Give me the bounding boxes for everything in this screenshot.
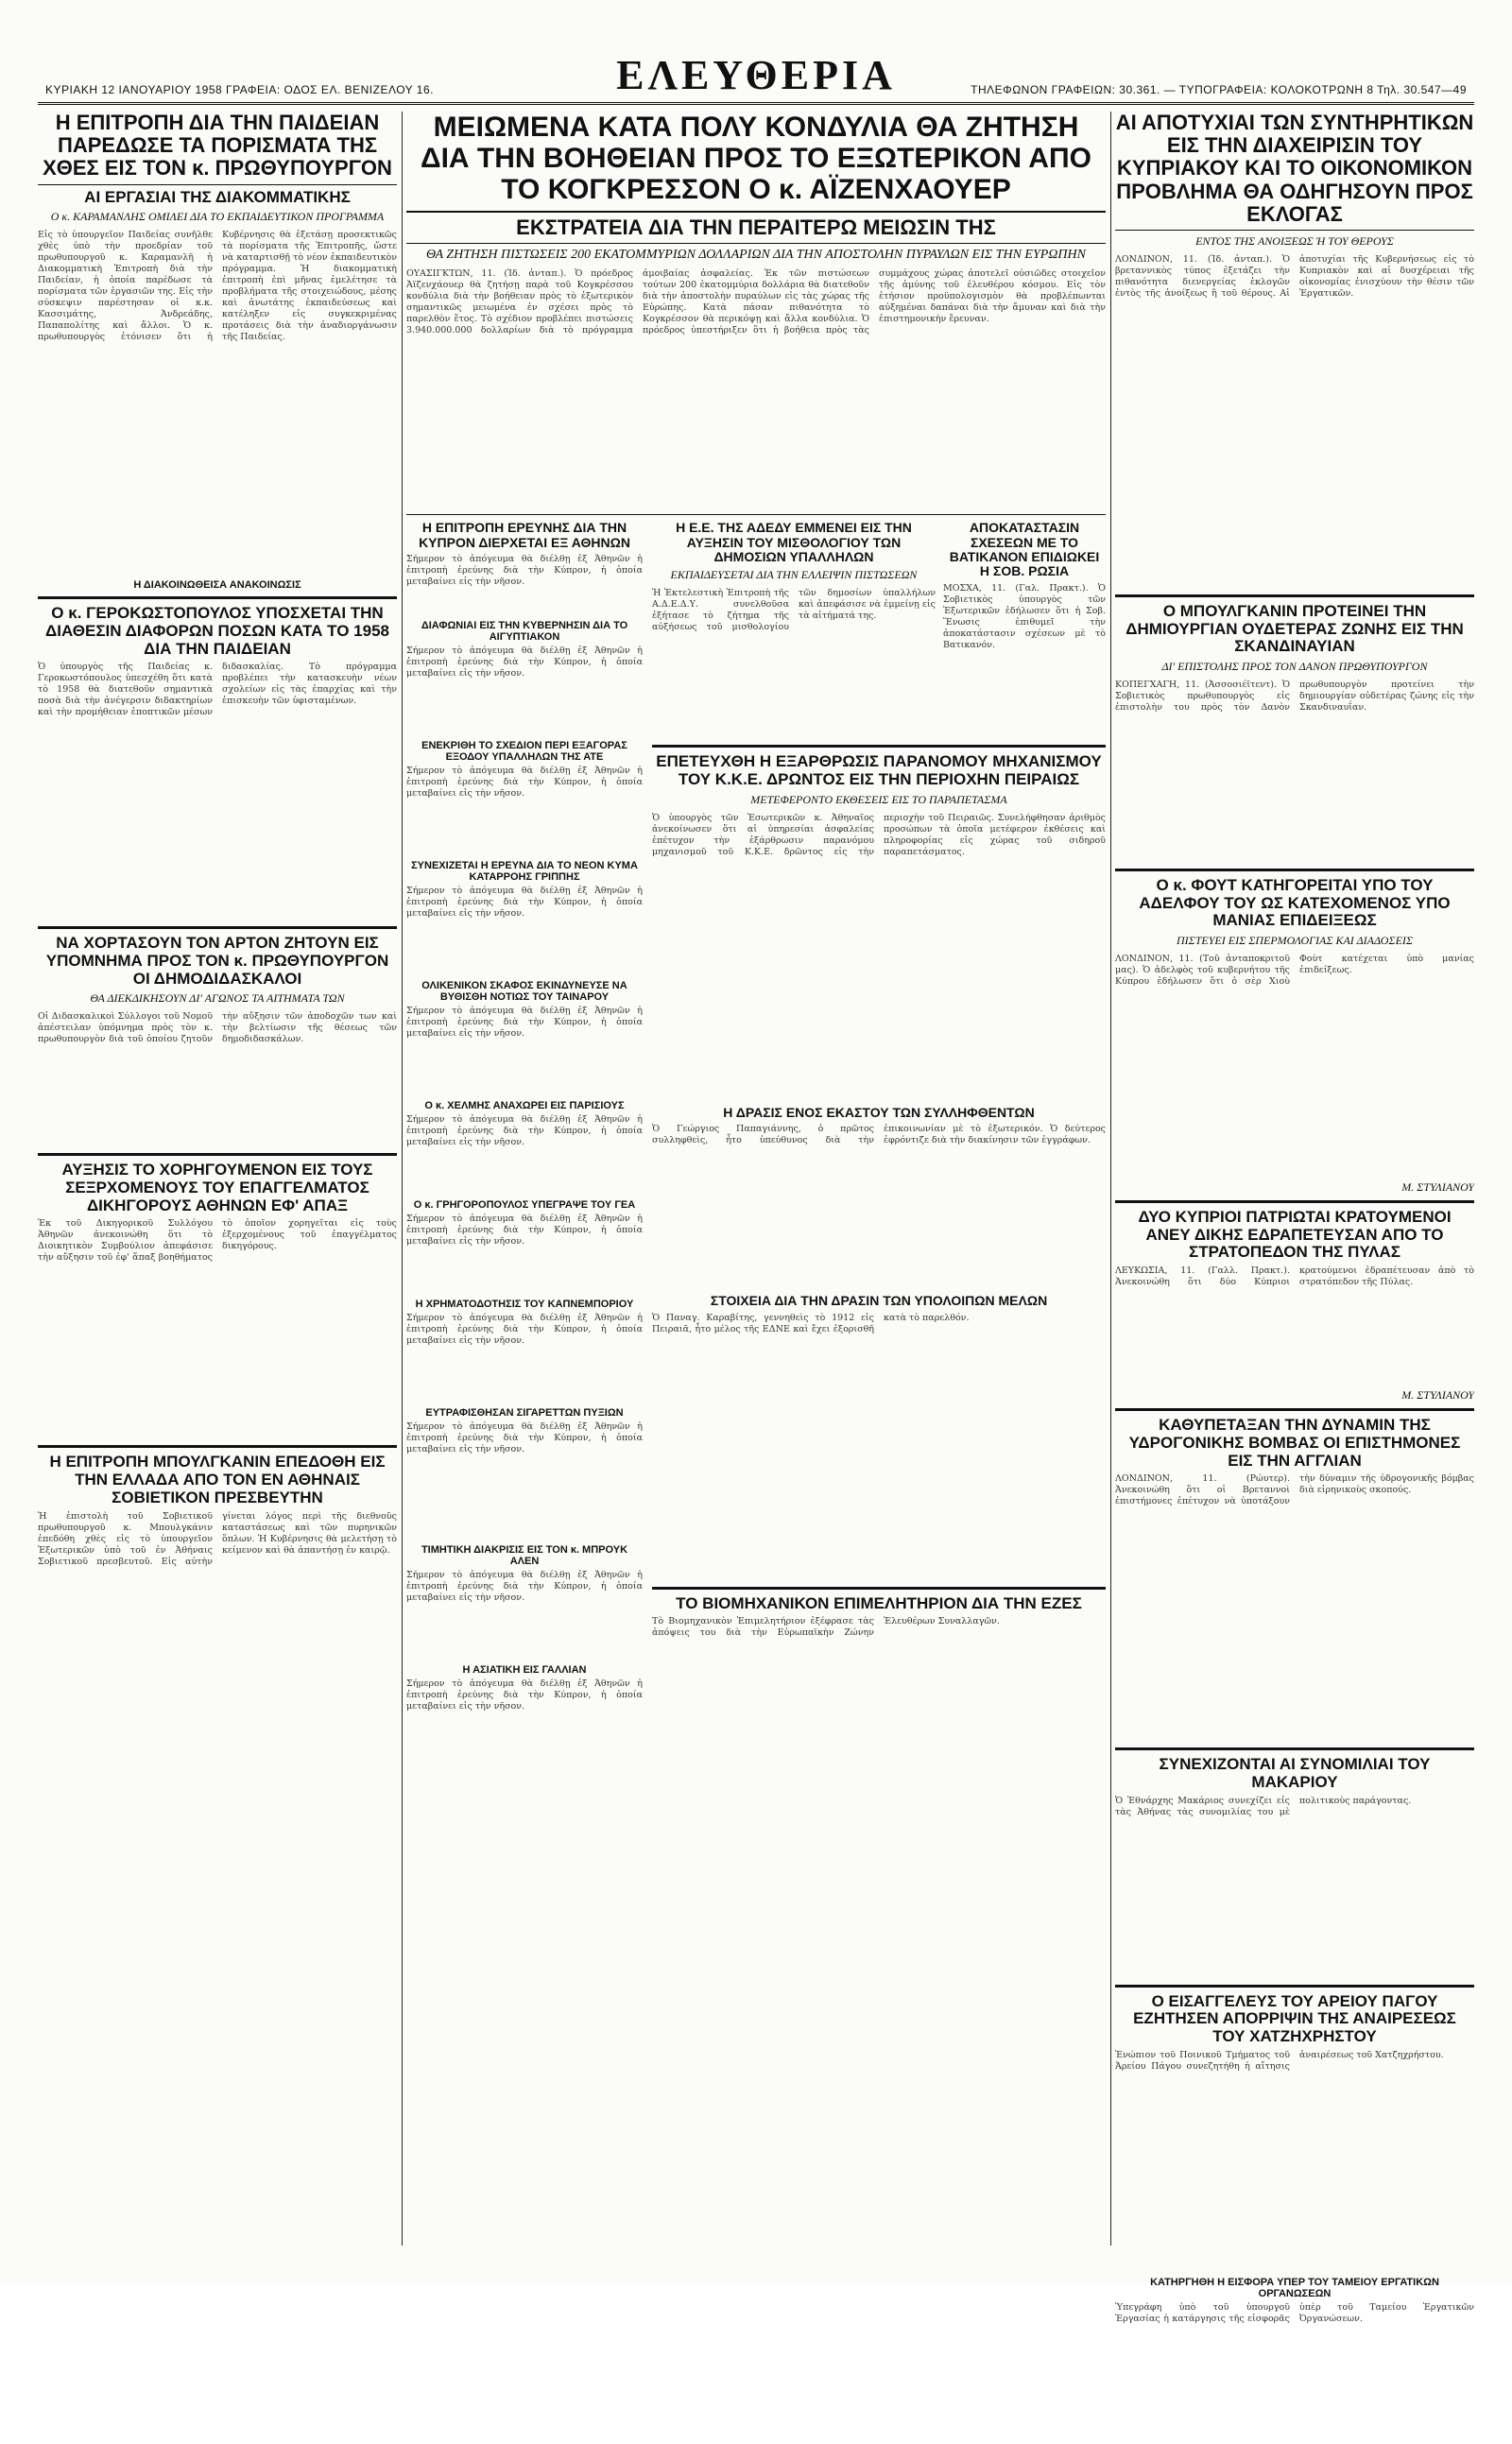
kicker-elections: ΕΝΤΟΣ ΤΗΣ ΑΝΟΙΞΕΩΣ Ή ΤΟΥ ΘΕΡΟΥΣ: [1195, 233, 1394, 248]
article-body: Σήμερον τὸ ἀπόγευμα θὰ διέλθῃ ἐξ Ἀθηνῶν ἡ ἐπιτροπὴ ἐρεύνης διὰ τὴν Κύπρον, ἡ ὁποία μεταβαίνει εἰς τὴν νῆσον.: [406, 1569, 643, 1603]
headline-makarios: ΣΥΝΕΧΙΖΟΝΤΑΙ ΑΙ ΣΥΝΟΜΙΛΙΑΙ ΤΟΥ ΜΑΚΑΡΙΟΥ: [1159, 1755, 1431, 1791]
masthead-phone: ΤΗΛΕΦΩΝΟΝ ΓΡΑΦΕΙΩΝ: 30.361. — ΤΥΠΟΓΡΑΦΕΙΑ: ΚΟΛΟΚΟΤΡΩΝΗ 8 Τηλ. 30.547—49: [971, 83, 1467, 96]
article-body: ΛΟΝΔΙΝΟΝ, 11. (Ἰδ. ἀνταπ.). Ὁ βρεταννικὸς τύπος ἐξετάζει τὴν πιθανότητα διενεργείας ἐκλογῶν ἐντὸς τῆς ἀνοίξεως ἢ τοῦ θέρους. Αἱ ἀποτυχίαι τῆς Κυβερνήσεως εἰς τὸ Κυπριακὸν καὶ αἱ δυσχέρειαι τῆς οἰκονομίας ἐνισχύουν τὴν θέσιν τῶν Ἐργατικῶν.: [1115, 253, 1474, 299]
brief-head: Η ΑΣΙΑΤΙΚΗ ΕΙΣ ΓΑΛΛΙΑΝ: [462, 1663, 587, 1676]
article-body: ΛΕΥΚΩΣΙΑ, 11. (Γαλλ. Πρακτ.). Ἀνεκοινώθη ὅτι δύο Κύπριοι κρατούμενοι ἐδραπέτευσαν ἀπὸ τὸ στρατόπεδον τῆς Πύλας.: [1115, 1265, 1474, 1288]
article-body: ΛΟΝΔΙΝΟΝ, 11. (Ρώυτερ). Ἀνεκοινώθη ὅτι οἱ Βρεταννοὶ ἐπιστήμονες ἐπέτυχον νὰ ὑποτάξουν τὴν δύναμιν τῆς ὑδρογονικῆς βόμβας διὰ εἰρηνικοὺς σκοπούς.: [1115, 1473, 1474, 1507]
headline-gerokostopoulos: Ο κ. ΓΕΡΟΚΩΣΤΟΠΟΥΛΟΣ ΥΠΟΣΧΕΤΑΙ ΤΗΝ ΔΙΑΘΕΣΙΝ ΔΙΑΦΟΡΩΝ ΠΟΣΩΝ ΚΑΤΑ ΤΟ 1958 ΔΙΑ ΤΗΝ ΠΑΙΔΕΙΑΝ: [45, 604, 389, 658]
box-head: Η ΔΙΑΚΟΙΝΩΘΕΙΣΑ ΑΝΑΚΟΙΝΩΣΙΣ: [133, 579, 301, 592]
brief-head: ΔΙΑΦΩΝΙΑΙ ΕΙΣ ΤΗΝ ΚΥΒΕΡΝΗΣΙΝ ΔΙΑ ΤΟ ΑΙΓΥΠΤΙΑΚΟΝ: [421, 619, 628, 643]
divider: [652, 1587, 1106, 1590]
article-body: Σήμερον τὸ ἀπόγευμα θὰ διέλθῃ ἐξ Ἀθηνῶν ἡ ἐπιτροπὴ ἐρεύνης διὰ τὴν Κύπρον, ἡ ὁποία μεταβαίνει εἰς τὴν νῆσον.: [406, 1213, 643, 1247]
divider: [38, 926, 397, 929]
article-body: Ὁ ὑπουργὸς τῶν Ἐσωτερικῶν κ. Ἀθηναῖος ἀνεκοίνωσεν ὅτι αἱ ὑπηρεσίαι ἀσφαλείας ἐπέτυχον τὴν ἐξάρθρωσιν παρανόμου μηχανισμοῦ τοῦ Κ.Κ.Ε. δρῶντος εἰς τὴν περιοχὴν τοῦ Πειραιῶς. Συνελήφθησαν ἀριθμὸς προσώπων τὰ ὁποῖα μετέφερον ἐκθέσεις καὶ πληροφορίας εἰς χώρας τοῦ σιδηροῦ παραπετάσματος.: [652, 812, 1106, 857]
column-rule: [402, 112, 403, 2246]
divider: [38, 596, 397, 599]
brief-head: Ο κ. ΓΡΗΓΟΡΟΠΟΥΛΟΣ ΥΠΕΓΡΑΨΕ ΤΟΥ ΓΕΑ: [413, 1198, 636, 1211]
center-right-top: [652, 521, 1106, 739]
column-right: [1115, 112, 1474, 2444]
brief-head-eisfora: ΚΑΤΗΡΓΗΘΗ Η ΕΙΣΦΟΡΑ ΥΠΕΡ ΤΟΥ ΤΑΜΕΙΟΥ ΕΡΓΑΤΙΚΩΝ ΟΡΓΑΝΩΣΕΩΝ: [1150, 2276, 1439, 2299]
divider: [1115, 869, 1474, 871]
divider: [1115, 594, 1474, 597]
divider: [38, 1445, 397, 1448]
column-center: [406, 112, 1106, 1871]
article-body: ΛΟΝΔΙΝΟΝ, 11. (Τοῦ ἀνταποκριτοῦ μας). Ὁ ἀδελφὸς τοῦ κυβερνήτου τῆς Κύπρου ἐδήλωσεν ὅτι ὁ σὲρ Χιοὺ Φοὺτ κατέχεται ὑπὸ μανίας ἐπιδείξεως.: [1115, 954, 1474, 988]
brief-head: ΣΥΝΕΧΙΖΕΤΑΙ Η ΕΡΕΥΝΑ ΔΙΑ ΤΟ ΝΕΟΝ ΚΥΜΑ ΚΑΤΑΡΡΟΗΣ ΓΡΙΠΠΗΣ: [411, 859, 638, 883]
headline-stoixeia: ΣΤΟΙΧΕΙΑ ΔΙΑ ΤΗΝ ΔΡΑΣΙΝ ΤΩΝ ΥΠΟΛΟΙΠΩΝ ΜΕΛΩΝ: [710, 1293, 1048, 1309]
divider: [406, 514, 1106, 515]
vatican-block: [943, 521, 1106, 739]
headline-vatican: ΑΠΟΚΑΤΑΣΤΑΣΙΝ ΣΧΕΣΕΩΝ ΜΕ ΤΟ ΒΑΤΙΚΑΝΟΝ ΕΠΙΔΙΩΚΕΙ Η ΣΟΒ. ΡΩΣΙΑ: [949, 520, 1100, 579]
article-body: Σήμερον τὸ ἀπόγευμα θὰ διέλθῃ ἐξ Ἀθηνῶν ἡ ἐπιτροπὴ ἐρεύνης διὰ τὴν Κύπρον, ἡ ὁποία μεταβαίνει εἰς τὴν νῆσον.: [406, 1420, 643, 1454]
divider: [1115, 1747, 1474, 1750]
article-body: Σήμερον τὸ ἀπόγευμα θὰ διέλθῃ ἐξ Ἀθηνῶν ἡ ἐπιτροπὴ ἐρεύνης διὰ τὴν Κύπρον, ἡ ὁποία μεταβαίνει εἰς τὴν νῆσον.: [406, 1113, 643, 1147]
article-body: Σήμερον τὸ ἀπόγευμα θὰ διέλθῃ ἐξ Ἀθηνῶν ἡ ἐπιτροπὴ ἐρεύνης διὰ τὴν Κύπρον, ἡ ὁποία μεταβαίνει εἰς τὴν νῆσον.: [406, 885, 643, 919]
divider: [1115, 1985, 1474, 1988]
headline-conservatives: ΑΙ ΑΠΟΤΥΧΙΑΙ ΤΩΝ ΣΥΝΤΗΡΗΤΙΚΩΝ ΕΙΣ ΤΗΝ ΔΙΑΧΕΙΡΙΣΙΝ ΤΟΥ ΚΥΠΡΙΑΚΟΥ ΚΑΙ ΤΟ ΟΙΚΟΝΟΜΙΚΟΝ ΠΡΟΒΛΗΜΑ ΘΑ ΟΔΗΓΗΣΟΥΝ ΠΡΟΣ ΕΚΛΟΓΑΣ: [1115, 112, 1474, 231]
kicker-karamanlis: Ο κ. ΚΑΡΑΜΑΝΛΗΣ ΟΜΙΛΕΙ ΔΙΑ ΤΟ ΕΚΠΑΙΔΕΥΤΙΚΟΝ ΠΡΟΓΡΑΜΜΑ: [50, 210, 385, 224]
article-body: Ὁ Ἐθνάρχης Μακάριος συνεχίζει εἰς τὰς Ἀθήνας τὰς συνομιλίας του μὲ πολιτικοὺς παράγοντας.: [1115, 1795, 1412, 1817]
article-body: Σήμερον τὸ ἀπόγευμα θὰ διέλθῃ ἐξ Ἀθηνῶν ἡ ἐπιτροπὴ ἐρεύνης διὰ τὴν Κύπρον, ἡ ὁποία μεταβαίνει εἰς τὴν νῆσον.: [406, 1678, 643, 1712]
article-body: Ὁ ὑπουργὸς τῆς Παιδείας κ. Γεροκωστόπουλος ὑπεσχέθη ὅτι κατὰ τὸ 1958 θὰ διατεθοῦν σημαντικὰ ποσὰ διὰ τὴν ἀνέγερσιν διδακτηρίων καὶ τὴν προμήθειαν ἐποπτικῶν μέσων διδασκαλίας. Τὸ πρόγραμμα προβλέπει τὴν κατασκευὴν νέων σχολείων εἰς τὰς ἐπαρχίας καὶ τὴν ἐπισκευὴν τῶν ὑφισταμένων.: [38, 662, 397, 718]
kicker-dimodidaskaloi: ΘΑ ΔΙΕΚΔΙΚΗΣΟΥΝ ΔΙ' ΑΓΩΝΟΣ ΤΑ ΑΙΤΗΜΑΤΑ ΤΩΝ: [90, 991, 345, 1006]
headline-viomichaniko: ΤΟ ΒΙΟΜΗΧΑΝΙΚΟΝ ΕΠΙΜΕΛΗΤΗΡΙΟΝ ΔΙΑ ΤΗΝ ΕΖΕΣ: [676, 1593, 1082, 1612]
article-body: Σήμερον τὸ ἀπόγευμα θὰ διέλθῃ ἐξ Ἀθηνῶν ἡ ἐπιτροπὴ ἐρεύνης διὰ τὴν Κύπρον, ἡ ὁποία μεταβαίνει εἰς τὴν νῆσον.: [406, 1312, 643, 1346]
subhead-diakommatikis: ΑΙ ΕΡΓΑΣΙΑΙ ΤΗΣ ΔΙΑΚΟΜΜΑΤΙΚΗΣ: [84, 187, 351, 206]
article-body: ΚΟΠΕΓΧΑΓΗ, 11. (Ἀσσοσιέϊτεντ). Ὁ Σοβιετικὸς πρωθυπουργὸς εἰς ἐπιστολὴν του πρὸς τὸν Δανὸν πρωθυπουργὸν προτείνει τὴν δημιουργίαν οὐδετέρας ζώνης εἰς τὴν Σκανδιναυΐαν.: [1115, 680, 1474, 713]
kicker-kke: ΜΕΤΕΦΕΡΟΝΤΟ ΕΚΘΕΣΕΙΣ ΕΙΣ ΤΟ ΠΑΡΑΠΕΤΑΣΜΑ: [750, 792, 1007, 806]
headline-paideia: Η ΕΠΙΤΡΟΠΗ ΔΙΑ ΤΗΝ ΠΑΙΔΕΙΑΝ ΠΑΡΕΔΩΣΕ ΤΑ ΠΟΡΙΣΜΑΤΑ ΤΗΣ ΧΘΕΣ ΕΙΣ ΤΟΝ κ. ΠΡΩΘΥΠΟΥΡΓΟΝ: [38, 112, 397, 185]
center-left-column: [406, 521, 643, 1871]
lead-kicker: ΘΑ ΖΗΤΗΣΗ ΠΙΣΤΩΣΕΙΣ 200 ΕΚΑΤΟΜΜΥΡΙΩΝ ΔΟΛΛΑΡΙΩΝ ΔΙΑ ΤΗΝ ΑΠΟΣΤΟΛΗΝ ΠΥΡΑΥΛΩΝ ΕΙΣ ΤΗΝ ΕΥΡΩΠΗΝ: [426, 248, 1086, 263]
article-body: Σήμερον τὸ ἀπόγευμα θὰ διέλθῃ ἐξ Ἀθηνῶν ἡ ἐπιτροπὴ ἐρεύνης διὰ τὴν Κύπρον, ἡ ὁποία μεταβαίνει εἰς τὴν νῆσον.: [406, 1005, 643, 1039]
headline-pyla-escape: ΔΥΟ ΚΥΠΡΙΟΙ ΠΑΤΡΙΩΤΑΙ ΚΡΑΤΟΥΜΕΝΟΙ ΑΝΕΥ ΔΙΚΗΣ ΕΔΡΑΠΕΤΕΥΣΑΝ ΑΠΟ ΤΟ ΣΤΡΑΤΟΠΕΔΟΝ ΤΗΣ ΠΥΛΑΣ: [1138, 1208, 1452, 1262]
article-body: Οἱ Διδασκαλικοὶ Σύλλογοι τοῦ Νομοῦ ἀπέστειλαν ὑπόμνημα πρὸς τὸν κ. πρωθυπουργὸν διὰ τοῦ ὁποίου ζητοῦν τὴν αὔξησιν τῶν ἀποδοχῶν των καὶ τὴν βελτίωσιν τῆς θέσεως τῶν δημοδιδασκάλων.: [38, 1011, 397, 1045]
article-body: Σήμερον τὸ ἀπόγευμα θὰ διέλθῃ ἐξ Ἀθηνῶν ἡ ἐπιτροπὴ ἐρεύνης διὰ τὴν Κύπρον, ἡ ὁποία μεταβαίνει εἰς τὴν νῆσον.: [406, 765, 643, 799]
headline-drasis: Η ΔΡΑΣΙΣ ΕΝΟΣ ΕΚΑΣΤΟΥ ΤΩΝ ΣΥΛΛΗΦΘΕΝΤΩΝ: [723, 1104, 1035, 1120]
kicker-adedy: ΕΚΠΑΙΔΕΥΣΕΤΑΙ ΔΙΑ ΤΗΝ ΕΛΛΕΙΨΙΝ ΠΙΣΤΩΣΕΩΝ: [670, 568, 918, 582]
headline-areios-pagos: Ο ΕΙΣΑΓΓΕΛΕΥΣ ΤΟΥ ΑΡΕΙΟΥ ΠΑΓΟΥ ΕΖΗΤΗΣΕΝ ΑΠΟΡΡΙΨΙΝ ΤΗΣ ΑΝΑΙΡΕΣΕΩΣ ΤΟΥ ΧΑΤΖΗΧΡΗΣΤΟΥ: [1133, 1991, 1456, 2045]
lead-subheadline: ΕΚΣΤΡΑΤΕΙΑ ΔΙΑ ΤΗΝ ΠΕΡΑΙΤΕΡΩ ΜΕΙΩΣΙΝ ΤΗΣ: [406, 216, 1106, 244]
headline-foot: Ο κ. ΦΟΥΤ ΚΑΤΗΓΟΡΕΙΤΑΙ ΥΠΟ ΤΟΥ ΑΔΕΛΦΟΥ ΤΟΥ ΩΣ ΚΑΤΕΧΟΜΕΝΟΣ ΥΠΟ ΜΑΝΙΑΣ ΕΠΙΔΕΙΞΕΩΣ: [1139, 876, 1451, 930]
article-body: Ὁ Παναγ. Καραβίτης, γεννηθεὶς τὸ 1912 εἰς Πειραιᾶ, ἦτο μέλος τῆς ΕΔΝΕ καὶ ἔχει ἐξορισθῆ κατὰ τὸ παρελθόν.: [652, 1312, 970, 1334]
article-body: Ἡ Ἐκτελεστικὴ Ἐπιτροπὴ τῆς Α.Δ.Ε.Δ.Υ. συνελθοῦσα ἐξήτασε τὸ ζήτημα τῆς αὐξήσεως τοῦ μισθολογίου τῶν δημοσίων ὑπαλλήλων καὶ ἀπεφάσισε νὰ ἐμμείνῃ εἰς τὰ αἰτήματά της.: [652, 588, 936, 633]
headline-dikigoroi: ΑΥΞΗΣΙΣ ΤΟ ΧΟΡΗΓΟΥΜΕΝΟΝ ΕΙΣ ΤΟΥΣ ΣΕΞΡΧΟΜΕΝΟΥΣ ΤΟΥ ΕΠΑΓΓΕΛΜΑΤΟΣ ΔΙΚΗΓΟΡΟΥΣ ΑΘΗΝΩΝ ΕΦ' ΑΠΑΞ: [61, 1161, 373, 1214]
headline-hydrogen-bomb: ΚΑΘΥΠΕΤΑΞΑΝ ΤΗΝ ΔΥΝΑΜΙΝ ΤΗΣ ΥΔΡΟΓΟΝΙΚΗΣ ΒΟΜΒΑΣ ΟΙ ΕΠΙΣΤΗΜΟΝΕΣ ΕΙΣ ΤΗΝ ΑΓΓΛΙΑΝ: [1128, 1416, 1461, 1470]
byline: Μ. ΣΤΥΛΙΑΝΟΥ: [1401, 1388, 1474, 1403]
divider: [1115, 1408, 1474, 1411]
article-body: Ἐνώπιον τοῦ Ποινικοῦ Τμήματος τοῦ Ἀρείου Πάγου συνεζητήθη ἡ αἴτησις ἀναιρέσεως τοῦ Χατζηχρήστου.: [1115, 2049, 1444, 2072]
article-body: Ἐκ τοῦ Δικηγορικοῦ Συλλόγου Ἀθηνῶν ἀνεκοινώθη ὅτι τὸ Διοικητικὸν Συμβούλιον ἀπεφάσισε τὴν αὔξησιν τοῦ ἐφ' ἅπαξ βοηθήματος τὸ ὁποῖον χορηγεῖται εἰς τοὺς ἐξερχομένους τοῦ ἐπαγγέλματος δικηγόρους.: [38, 1218, 397, 1264]
brief-head: Ο κ. ΧΕΛΜΗΣ ΑΝΑΧΩΡΕΙ ΕΙΣ ΠΑΡΙΣΙΟΥΣ: [424, 1099, 625, 1111]
brief-head: ΕΥΤΡΑΦΙΣΘΗΣΑΝ ΣΙΓΑΡΕΤΤΩΝ ΠΥΞΙΩΝ: [425, 1406, 624, 1419]
article-body: Ὑπεγράφη ὑπὸ τοῦ ὑπουργοῦ Ἐργασίας ἡ κατάργησις τῆς εἰσφορᾶς ὑπὲρ τοῦ Ταμείου Ἐργατικῶν Ὀργανώσεων.: [1115, 2301, 1474, 2324]
article-body: Ὁ Γεώργιος Παπαγιάννης, ὁ πρῶτος συλληφθεὶς, ἦτο ὑπεύθυνος διὰ τὴν ἐπικοινωνίαν μὲ τὸ ἐξωτερικόν. Ὁ δεύτερος ἐφρόντιζε διὰ τὴν διακίνησιν τῶν ἐγγράφων.: [652, 1124, 1106, 1146]
center-lower: [406, 521, 1106, 1871]
headline-dimodidaskaloi: ΝΑ ΧΟΡΤΑΣΟΥΝ ΤΟΝ ΑΡΤΟΝ ΖΗΤΟΥΝ ΕΙΣ ΥΠΟΜΝΗΜΑ ΠΡΟΣ ΤΟΝ κ. ΠΡΩΘΥΠΟΥΡΓΟΝ ΟΙ ΔΗΜΟΔΙΔΑΣΚΑΛΟΙ: [45, 934, 389, 988]
center-right-column: [652, 521, 1106, 1871]
article-body: Σήμερον τὸ ἀπόγευμα θὰ διέλθῃ ἐξ Ἀθηνῶν ἡ ἐπιτροπὴ ἐρεύνης διὰ τὴν Κύπρον, ἡ ὁποία μεταβαίνει εἰς τὴν νῆσον.: [406, 645, 643, 679]
brief-head: ΤΙΜΗΤΙΚΗ ΔΙΑΚΡΙΣΙΣ ΕΙΣ ΤΟΝ κ. ΜΠΡΟΥΚ ΑΛΕΝ: [421, 1543, 628, 1567]
kicker-foot: ΠΙΣΤΕΥΕΙ ΕΙΣ ΣΠΕΡΜΟΛΟΓΙΑΣ ΚΑΙ ΔΙΑΔΟΣΕΙΣ: [1176, 934, 1414, 948]
headline-adedy: Η Ε.Ε. ΤΗΣ ΑΔΕΔΥ ΕΜΜΕΝΕΙ ΕΙΣ ΤΗΝ ΑΥΞΗΣΙΝ ΤΟΥ ΜΙΣΘΟΛΟΓΙΟΥ ΤΩΝ ΔΗΜΟΣΙΩΝ ΥΠΑΛΛΗΛΩΝ: [676, 520, 912, 564]
kicker-scandinavia: ΔΙ' ΕΠΙΣΤΟΛΗΣ ΠΡΟΣ ΤΟΝ ΔΑΝΟΝ ΠΡΩΘΥΠΟΥΡΓΟΝ: [1161, 660, 1428, 673]
column-left: [38, 112, 397, 2239]
headline-kke-mechanism: ΕΠΕΤΕΥΧΘΗ Η ΕΞΑΡΘΡΩΣΙΣ ΠΑΡΑΝΟΜΟΥ ΜΗΧΑΝΙΣΜΟΥ ΤΟΥ Κ.Κ.Ε. ΔΡΩΝΤΟΣ ΕΙΣ ΤΗΝ ΠΕΡΙΟΧΗΝ ΠΕΙΡΑΙΩΣ: [656, 752, 1102, 789]
masthead-date-address: ΚΥΡΙΑΚΗ 12 ΙΑΝΟΥΑΡΙΟΥ 1958 ΓΡΑΦΕΙΑ: ΟΔΟΣ ΕΛ. ΒΕΝΙΖΕΛΟΥ 16.: [45, 83, 434, 96]
lead-headline: ΜΕΙΩΜΕΝΑ ΚΑΤΑ ΠΟΛΥ ΚΟΝΔΥΛΙΑ ΘΑ ΖΗΤΗΣΗ ΔΙΑ ΤΗΝ ΒΟΗΘΕΙΑΝ ΠΡΟΣ ΤΟ ΕΞΩΤΕΡΙΚΟΝ ΑΠΟ ΤΟ ΚΟΓΚΡΕΣΣΟΝ Ο κ. ΑΪΖΕΝΧΑΟΥΕΡ: [406, 112, 1106, 213]
adedy-block: [652, 521, 936, 739]
divider: [652, 745, 1106, 748]
headline-scandinavia: Ο ΜΠΟΥΛΓΚΑΝΙΝ ΠΡΟΤΕΙΝΕΙ ΤΗΝ ΔΗΜΙΟΥΡΓΙΑΝ ΟΥΔΕΤΕΡΑΣ ΖΩΝΗΣ ΕΙΣ ΤΗΝ ΣΚΑΝΔΙΝΑΥΙΑΝ: [1125, 601, 1464, 656]
brief-head: ΕΝΕΚΡΙΘΗ ΤΟ ΣΧΕΔΙΟΝ ΠΕΡΙ ΕΞΑΓΟΡΑΣ ΕΞΟΔΟΥ ΥΠΑΛΛΗΛΩΝ ΤΗΣ ΑΤΕ: [421, 739, 627, 763]
column-rule: [1110, 112, 1111, 2246]
headline-bulganin-letter: Η ΕΠΙΤΡΟΠΗ ΜΠΟΥΛΓΚΑΝΙΝ ΕΠΕΔΟΘΗ ΕΙΣ ΤΗΝ ΕΛΛΑΔΑ ΑΠΟ ΤΟΝ ΕΝ ΑΘΗΝΑΙΣ ΣΟΒΙΕΤΙΚΟΝ ΠΡΕΣΒΕΥΤΗΝ: [49, 1453, 386, 1506]
article-body: Σήμερον τὸ ἀπόγευμα θὰ διέλθῃ ἐξ Ἀθηνῶν ἡ ἐπιτροπὴ ἐρεύνης διὰ τὴν Κύπρον, ἡ ὁποία μεταβαίνει εἰς τὴν νῆσον.: [406, 553, 643, 587]
byline: Μ. ΣΤΥΛΙΑΝΟΥ: [1401, 1180, 1474, 1195]
masthead: [38, 52, 1474, 105]
brief-head: ΟΛΙΚΕΝΙΚΟΝ ΣΚΑΦΟΣ ΕΚΙΝΔΥΝΕΥΣΕ ΝΑ ΒΥΘΙΣΘΗ ΝΟΤΙΩΣ ΤΟΥ ΤΑΙΝΑΡΟΥ: [421, 979, 627, 1003]
divider: [38, 1153, 397, 1156]
headline-cyprus-committee: Η ΕΠΙΤΡΟΠΗ ΕΡΕΥΝΗΣ ΔΙΑ ΤΗΝ ΚΥΠΡΟΝ ΔΙΕΡΧΕΤΑΙ ΕΞ ΑΘΗΝΩΝ: [419, 520, 630, 550]
article-body: ΜΟΣΧΑ, 11. (Γαλ. Πρακτ.). Ὁ Σοβιετικὸς ὑπουργὸς τῶν Ἐξωτερικῶν ἐδήλωσεν ὅτι ἡ Σοβ. Ἕνωσις ἐπιθυμεῖ τὴν ἀποκατάστασιν σχέσεων μὲ τὸ Βατικανόν.: [943, 582, 1106, 650]
article-body: Ἡ ἐπιστολὴ τοῦ Σοβιετικοῦ πρωθυπουργοῦ κ. Μπουλγκάνιν ἐπεδόθη χθὲς εἰς τὸ ὑπουργεῖον Ἐξωτερικῶν ὑπὸ τοῦ ἐν Ἀθήναις Σοβιετικοῦ πρεσβευτοῦ. Εἰς αὐτὴν γίνεται λόγος περὶ τῆς διεθνοῦς καταστάσεως καὶ τῶν πυρηνικῶν ὅπλων. Ἡ Κυβέρνησις θὰ μελετήσῃ τὸ κείμενον καὶ θὰ ἀπαντήσῃ ἐν καιρῷ.: [38, 1510, 397, 1567]
lead-article-body: ΟΥΑΣΙΓΚΤΩΝ, 11. (Ἰδ. ἀνταπ.). Ὁ πρόεδρος Ἀϊζενχάουερ θὰ ζητήσῃ παρὰ τοῦ Κογκρέσσου κονδύλια διὰ τὴν βοήθειαν πρὸς τὸ ἐξωτερικὸν σημαντικῶς μειωμένα ἐν σχέσει πρὸς τὸ παρελθὸν ἔτος. Τὸ σχέδιον προβλέπει πιστώσεις 3.940.000.000 δολλαρίων διὰ τὸ πρόγραμμα ἀμοιβαίας ἀσφαλείας. Ἐκ τῶν πιστώσεων τούτων 200 ἑκατομμύρια δολλάρια θὰ διατεθοῦν διὰ τὴν ἀποστολὴν πυραύλων εἰς τὰς χώρας τῆς Εὐρώπης. Κατὰ πάσαν πιθανότητα τὸ Κογκρέσσον θὰ περικόψῃ καὶ ἄλλα κονδύλια. Ὁ πρόεδρος ὑπεστήριξεν ὅτι ἡ βοήθεια πρὸς τὰς συμμάχους χώρας ἀποτελεῖ οὐσιῶδες στοιχεῖον τῆς ἀμύνης τοῦ ἐλευθέρου κόσμου. Εἰς τὸν ἐτήσιον προϋπολογισμὸν θὰ προβλέπωνται αὐξημέναι δαπάναι διὰ τὴν ἄμυναν καὶ διὰ τὴν ἐπιστημονικὴν ἔρευναν.: [406, 268, 1106, 336]
article-body: Εἰς τὸ ὑπουργεῖον Παιδείας συνῆλθε χθὲς ὑπὸ τὴν προεδρίαν τοῦ πρωθυπουργοῦ κ. Καραμανλῆ ἡ Διακομματικὴ Ἐπιτροπὴ διὰ τὴν Παιδείαν, ἡ ὁποία παρέδωσε τὰ πορίσματα τῶν ἐργασιῶν της. Εἰς τὴν σύσκεψιν παρέστησαν οἱ κ.κ. Κασσιμάτης, Ἀνδρεάδης, Παπαπολίτης καὶ ἄλλοι. Ὁ κ. πρωθυπουργὸς ἐτόνισεν ὅτι ἡ Κυβέρνησις θὰ ἐξετάσῃ προσεκτικῶς τὰ πορίσματα τῆς Ἐπιτροπῆς, ὥστε νὰ καταρτισθῇ τὸ νέον ἐκπαιδευτικὸν πρόγραμμα. Ἡ διακομματικὴ ἐπιτροπὴ ἐπὶ μῆνας ἐμελέτησε τὰ προβλήματα τῆς στοιχειώδους, μέσης καὶ ἀνωτάτης ἐκπαιδεύσεως καὶ κατέληξεν εἰς συγκεκριμένας προτάσεις διὰ τὴν ἀναδιοργάνωσιν τῆς Παιδείας.: [38, 230, 397, 343]
brief-head: Η ΧΡΗΜΑΤΟΔΟΤΗΣΙΣ ΤΟΥ ΚΑΠΝΕΜΠΟΡΙΟΥ: [415, 1298, 634, 1310]
newspaper-title: ΕΛΕΥΘΕΡΙΑ: [616, 52, 896, 98]
article-body: Τὸ Βιομηχανικὸν Ἐπιμελητήριον ἐξέφρασε τὰς ἀπόψεις του διὰ τὴν Εὐρωπαϊκὴν Ζώνην Ἐλευθέρων Συναλλαγῶν.: [652, 1616, 1000, 1639]
divider: [1115, 1200, 1474, 1203]
